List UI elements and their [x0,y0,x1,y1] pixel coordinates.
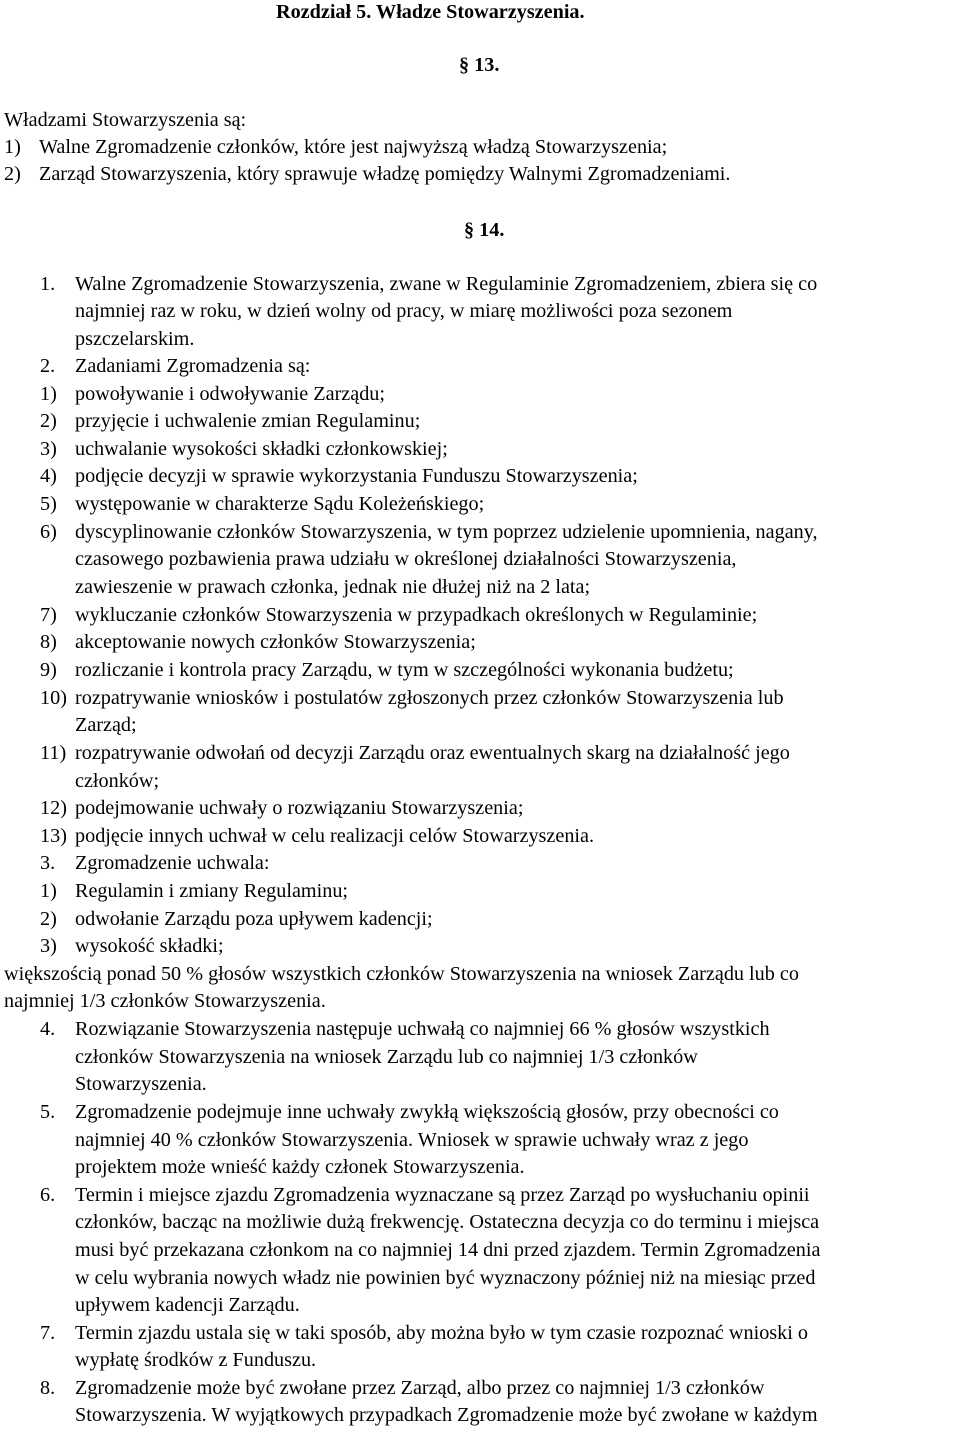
paragraph-line: Zgromadzenie może być zwołane przez Zarząd, albo przez co najmniej 1/3 członków [75,1377,765,1399]
section-13-number: 13. [474,54,500,76]
paragraph-number: 7. [40,1322,56,1344]
paragraph-line: Zgromadzenie podejmuje inne uchwały zwykłą większością głosów, przy obecności co [75,1101,779,1123]
paragraph-line: Stowarzyszenia. [75,1073,207,1095]
paragraph-line: najmniej raz w roku, w dzień wolny od pracy, w miarę możliwości poza sezonem [75,300,733,322]
paragraph-line: Termin zjazdu ustala się w taki sposób, aby można było w tym czasie rozpoznać wnioski o [75,1322,808,1344]
paragraph-sign-icon: § [459,54,470,76]
list-item: 10) rozpatrywanie wniosków i postulatów zgłoszonych przez członków Stowarzyszenia lub [40,687,784,709]
list-item: 9) rozliczanie i kontrola pracy Zarządu, w tym w szczególności wykonania budżetu; [40,659,734,681]
paragraph-line: wypłatę środków z Funduszu. [75,1349,317,1371]
list-item: 7) wykluczanie członków Stowarzyszenia w przypadkach określonych w Regulaminie; [40,604,758,626]
paragraph-number: 4. [40,1018,56,1040]
paragraph-line: członków Stowarzyszenia na wniosek Zarządu lub co najmniej 1/3 członków [75,1046,698,1068]
paragraph-number: 3. [40,852,56,874]
section-14-number: 14. [479,219,505,241]
list-item: 12) podejmowanie uchwały o rozwiązaniu Stowarzyszenia; [40,797,524,819]
paragraph-number: 2. [40,355,56,377]
list-item: 2) Zarząd Stowarzyszenia, który sprawuje władzę pomiędzy Walnymi Zgromadzeniami. [4,163,731,185]
list-item: 13) podjęcie innych uchwał w celu realizacji celów Stowarzyszenia. [40,825,595,847]
paragraph-number: 8. [40,1377,56,1399]
list-item-continuation: czasowego pozbawienia prawa udziału w określonej działalności Stowarzyszenia, [75,548,737,570]
paragraph-number: 6. [40,1184,56,1206]
list-item: 11) rozpatrywanie odwołań od decyzji Zarządu oraz ewentualnych skarg na działalność jego [40,742,790,764]
paragraph-line: najmniej 1/3 członków Stowarzyszenia. [4,990,326,1012]
list-item: 6) dyscyplinowanie członków Stowarzyszenia, w tym poprzez udzielenie upomnienia, nagany, [40,521,818,543]
chapter-title: Rozdział 5. Władze Stowarzyszenia. [276,1,585,23]
list-item: 2) odwołanie Zarządu poza upływem kadencji; [40,908,433,930]
list-item: 3) wysokość składki; [40,935,224,957]
paragraph-line: Termin i miejsce zjazdu Zgromadzenia wyznaczane są przez Zarząd po wysłuchaniu opinii [75,1184,810,1206]
paragraph-line: w celu wybrania nowych władz nie powinien być wyznaczony później niż na miesiąc przed [75,1267,816,1289]
list-item: 1) powoływanie i odwoływanie Zarządu; [40,383,386,405]
section-14-label [464,217,504,245]
paragraph-number: 5. [40,1101,56,1123]
list-item: 2) przyjęcie i uchwalenie zmian Regulaminu; [40,410,421,432]
list-item-continuation: członków; [75,770,160,792]
list-item: 1) Regulamin i zmiany Regulaminu; [40,880,349,902]
paragraph-line: Stowarzyszenia. W wyjątkowych przypadkach Zgromadzenie może być zwołane w każdym [75,1404,818,1426]
paragraph-line: projektem może wnieść każdy członek Stowarzyszenia. [75,1156,525,1178]
paragraph-line: większością ponad 50 % głosów wszystkich członków Stowarzyszenia na wniosek Zarządu lub co [4,963,799,985]
list-item: 3) uchwalanie wysokości składki członkowskiej; [40,438,448,460]
section-13-label [459,52,499,80]
list-item-continuation: zawieszenie w prawach członka, jednak nie dłużej niż na 2 lata; [75,576,591,598]
paragraph-number: 1. [40,273,56,295]
paragraph-line: pszczelarskim. [75,328,195,350]
list-item: 4) podjęcie decyzji w sprawie wykorzystania Funduszu Stowarzyszenia; [40,465,638,487]
paragraph-line: musi być przekazana członkom na co najmniej 14 dni przed zjazdem. Termin Zgromadzenia [75,1239,821,1261]
section-13-intro: Władzami Stowarzyszenia są: [4,109,247,131]
list-item: 1) Walne Zgromadzenie członków, które jest najwyższą władzą Stowarzyszenia; [4,136,668,158]
paragraph-sign-icon: § [464,219,475,241]
paragraph-intro: Zgromadzenie uchwala: [75,852,270,874]
list-item-continuation: Zarząd; [75,714,137,736]
list-item: 8) akceptowanie nowych członków Stowarzyszenia; [40,631,476,653]
list-item: 5) występowanie w charakterze Sądu Koleżeńskiego; [40,493,485,515]
paragraph-line: upływem kadencji Zarządu. [75,1294,300,1316]
paragraph-line: Walne Zgromadzenie Stowarzyszenia, zwane w Regulaminie Zgromadzeniem, zbiera się co [75,273,818,295]
paragraph-line: najmniej 40 % członków Stowarzyszenia. Wniosek w sprawie uchwały wraz z jego [75,1129,749,1151]
paragraph-line: Rozwiązanie Stowarzyszenia następuje uchwałą co najmniej 66 % głosów wszystkich [75,1018,770,1040]
paragraph-intro: Zadaniami Zgromadzenia są: [75,355,311,377]
paragraph-line: członków, bacząc na możliwie dużą frekwencję. Ostateczna decyzja co do terminu i miejsca [75,1211,820,1233]
